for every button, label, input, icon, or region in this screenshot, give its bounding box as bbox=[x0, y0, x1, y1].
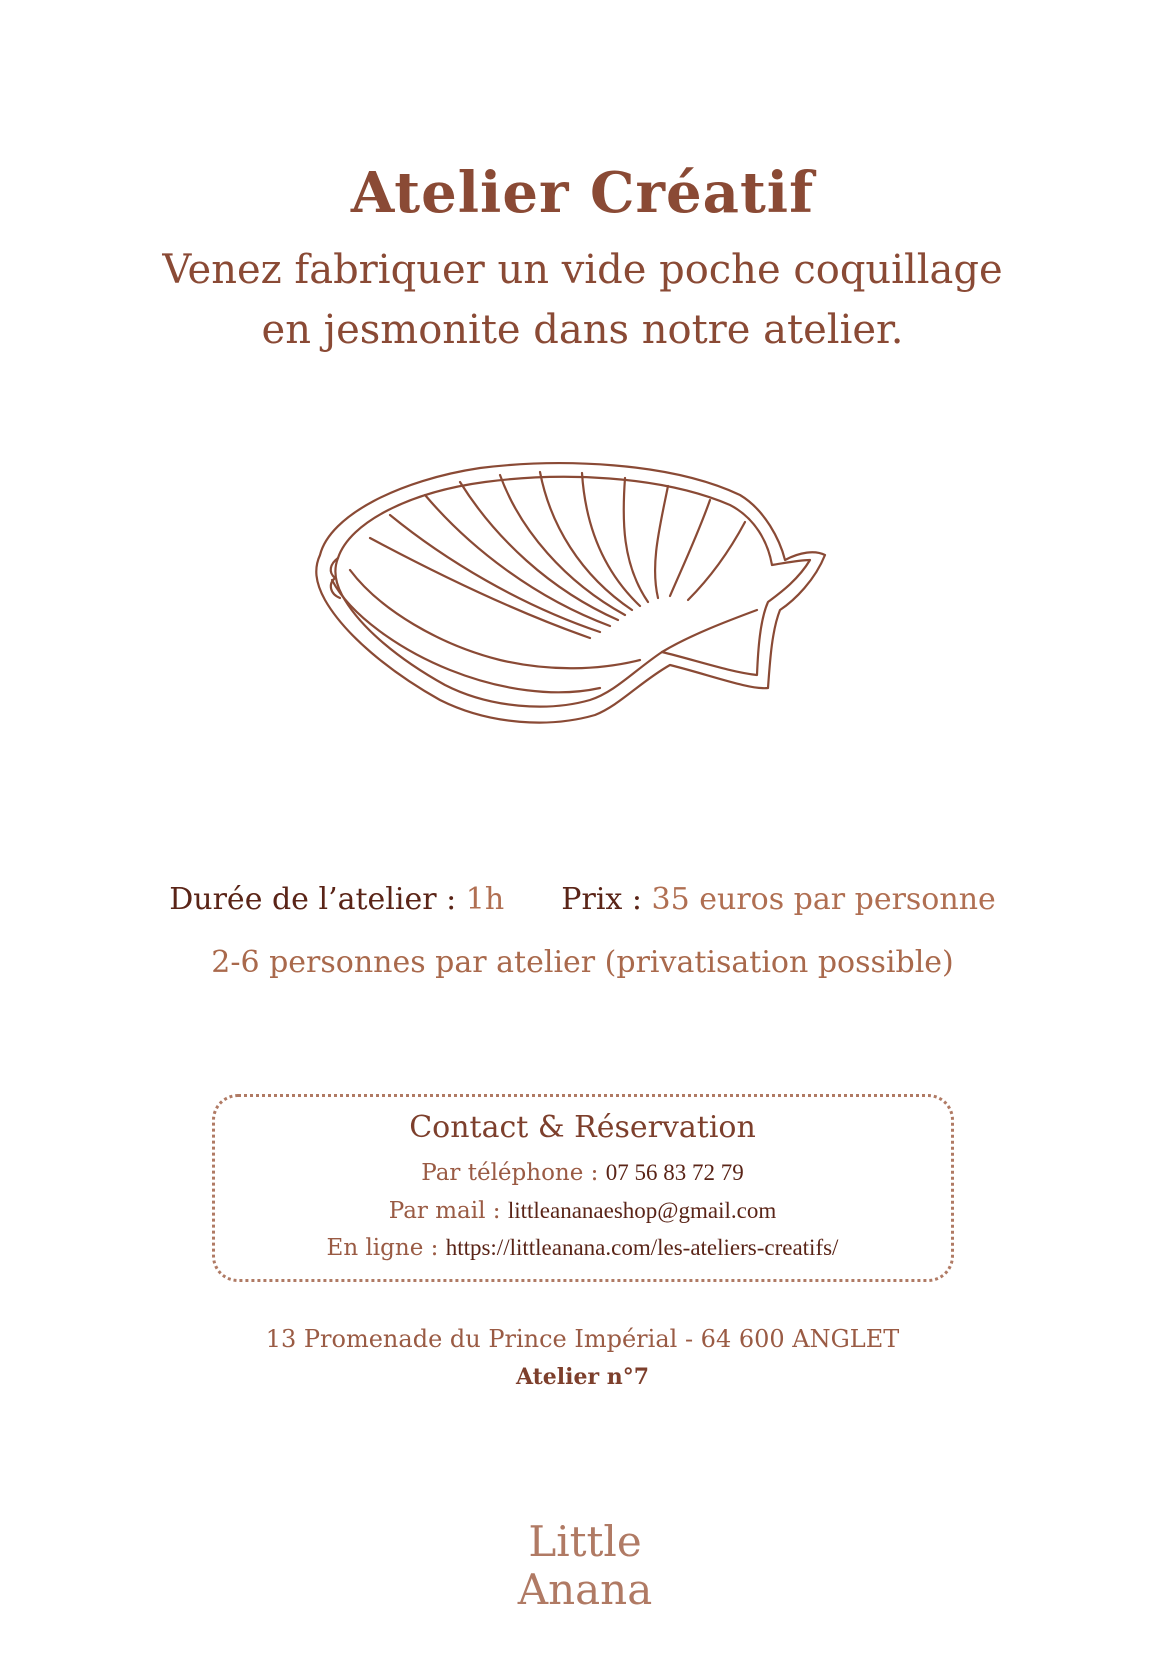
duration-label: Durée de l’atelier : bbox=[169, 882, 457, 917]
contact-mail bbox=[0, 1198, 1165, 1224]
page-title: Atelier Créatif bbox=[350, 160, 815, 226]
web-label: En ligne : bbox=[326, 1235, 439, 1261]
address: 13 Promenade du Prince Impérial - 64 600 ANGLET bbox=[265, 1325, 900, 1353]
subtitle-line-1: Venez fabriquer un vide poche coquillage bbox=[162, 247, 1003, 293]
price-label: Prix : bbox=[561, 882, 642, 917]
atelier-number: Atelier n°7 bbox=[515, 1364, 650, 1390]
logo-line-1: Little bbox=[528, 1517, 642, 1566]
little-anana-logo bbox=[490, 1510, 680, 1610]
duration-value: 1h bbox=[465, 882, 505, 917]
logo-line-2: Anana bbox=[517, 1565, 653, 1610]
price-value: 35 euros par personne bbox=[651, 882, 996, 917]
phone-link[interactable]: 07 56 83 72 79 bbox=[605, 1160, 744, 1185]
capacity-text: 2-6 personnes par atelier (privatisation possible) bbox=[211, 945, 954, 980]
contact-title: Contact & Réservation bbox=[409, 1110, 756, 1145]
web-link[interactable]: https://littleanana.com/les-ateliers-creatifs/ bbox=[445, 1235, 839, 1260]
contact-phone bbox=[0, 1160, 1165, 1186]
mail-label: Par mail : bbox=[388, 1198, 501, 1224]
subtitle bbox=[0, 240, 1165, 360]
duration-price-row bbox=[0, 882, 1165, 917]
phone-label: Par téléphone : bbox=[421, 1160, 599, 1186]
subtitle-line-2: en jesmonite dans notre atelier. bbox=[261, 307, 904, 353]
mail-link[interactable]: littleananaeshop@gmail.com bbox=[507, 1198, 777, 1223]
scallop-shell-icon bbox=[310, 460, 860, 750]
contact-web bbox=[0, 1235, 1165, 1261]
